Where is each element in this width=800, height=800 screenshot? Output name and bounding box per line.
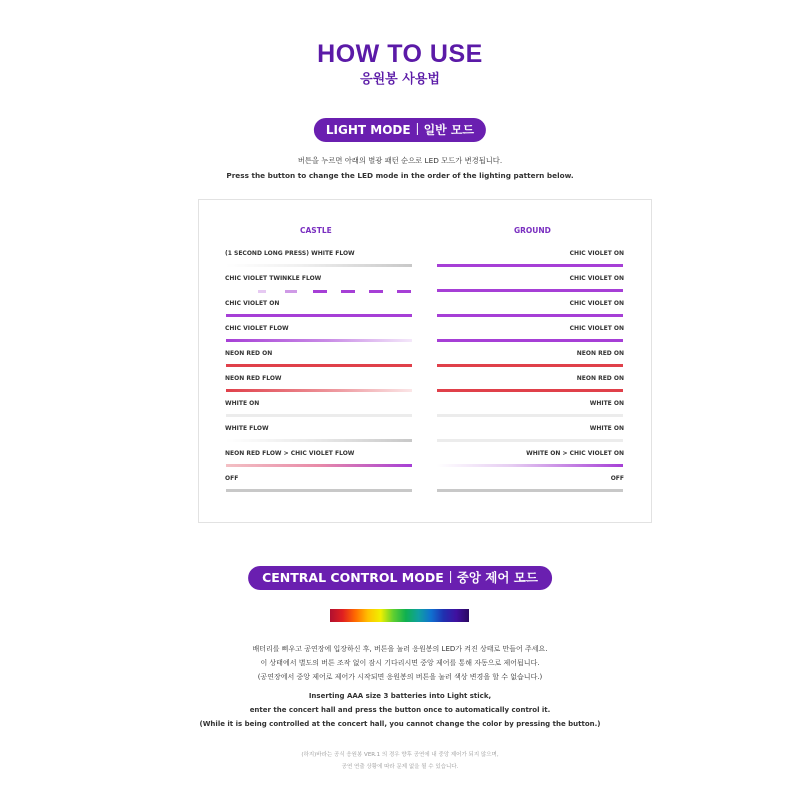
ground-pattern-label: NEON RED ON <box>576 350 624 357</box>
light-mode-desc-en: Press the button to change the LED mode in the order of the lighting pattern below. <box>226 171 574 180</box>
light-mode-pill <box>314 118 486 142</box>
ground-pattern-label: CHIC VIOLET ON <box>569 325 624 332</box>
castle-pattern-label: (1 SECOND LONG PRESS) WHITE FLOW <box>225 250 355 257</box>
castle-pattern-bar <box>226 264 412 267</box>
castle-pattern-bar <box>226 389 412 392</box>
castle-pattern-label: CHIC VIOLET ON <box>225 300 280 307</box>
castle-pattern-label: NEON RED FLOW > CHIC VIOLET FLOW <box>225 450 355 457</box>
ground-pattern-bar <box>437 414 623 417</box>
ground-pattern-label: CHIC VIOLET ON <box>569 250 624 257</box>
ground-pattern-bar <box>437 439 623 442</box>
footer-note-1: (하지)바라는 공식 응원봉 VER.1 의 경우 향후 공연에 내 중앙 제어가 되지 않으며, <box>301 752 499 758</box>
castle-pattern-label: CHIC VIOLET FLOW <box>225 325 289 332</box>
ground-pattern-bar <box>437 339 623 342</box>
ground-pattern-label: WHITE ON <box>589 425 624 432</box>
castle-pattern-label: NEON RED ON <box>225 350 273 357</box>
ground-pattern-bar <box>437 264 623 267</box>
castle-pattern-label: OFF <box>225 475 239 482</box>
ground-pattern-label: CHIC VIOLET ON <box>569 300 624 307</box>
page-subtitle: 응원봉 사용법 <box>360 72 440 87</box>
ground-pattern-label: WHITE ON <box>589 400 624 407</box>
central-control-mode-pill <box>248 566 552 590</box>
castle-pattern-bar <box>226 314 412 317</box>
castle-pattern-dash <box>341 290 355 293</box>
pill-divider <box>450 571 451 583</box>
central-desc-ko-3: (공연장에서 중앙 제어로 제어가 시작되면 응원봉의 버튼을 눌러 색상 변경을 할 수 없습니다.) <box>257 673 543 681</box>
central-desc-en-3: (While it is being controlled at the concert hall, you cannot change the color by pressing the button.) <box>199 720 601 728</box>
castle-pattern-bar <box>226 489 412 492</box>
light-mode-pill-ko: 일반 모드 <box>423 123 475 137</box>
ground-pattern-bar <box>437 389 623 392</box>
page-title: HOW TO USE <box>317 40 483 68</box>
central-mode-pill-ko: 중앙 제어 모드 <box>456 570 538 585</box>
ground-pattern-bar <box>437 314 623 317</box>
castle-pattern-dash <box>369 290 383 293</box>
ground-pattern-label: CHIC VIOLET ON <box>569 275 624 282</box>
light-mode-pill-en: LIGHT MODE <box>325 123 411 137</box>
castle-pattern-label: WHITE FLOW <box>225 425 269 432</box>
castle-pattern-bar <box>226 414 412 417</box>
central-desc-en-1: Inserting AAA size 3 batteries into Light stick, <box>308 692 492 700</box>
ground-column-title: GROUND <box>514 226 551 235</box>
castle-pattern-dash <box>258 290 266 293</box>
ground-pattern-bar <box>437 364 623 367</box>
central-mode-pill-en: CENTRAL CONTROL MODE <box>262 570 444 585</box>
castle-pattern-bar <box>226 339 412 342</box>
castle-pattern-bar <box>226 439 412 442</box>
castle-pattern-label: NEON RED FLOW <box>225 375 282 382</box>
light-mode-desc-ko: 버튼을 누르면 아래의 별광 패턴 순으로 LED 모드가 변경됩니다. <box>297 156 503 165</box>
pill-divider <box>417 123 418 135</box>
rainbow-spectrum-bar <box>330 609 469 622</box>
castle-pattern-bar <box>226 464 412 467</box>
central-desc-ko-2: 이 상태에서 별도의 버튼 조작 없이 잠시 기다리시면 중앙 제어를 통해 자동으로 제어됩니다. <box>260 659 540 667</box>
central-desc-ko-1: 배터리를 삐우고 공연장에 입장하신 후, 버튼을 눌러 응원봉의 LED가 켜진 상태로 만들어 주세요. <box>252 645 548 653</box>
ground-pattern-bar <box>437 489 623 492</box>
castle-pattern-label: WHITE ON <box>225 400 260 407</box>
castle-pattern-dash <box>397 290 411 293</box>
ground-pattern-label: NEON RED ON <box>576 375 624 382</box>
castle-pattern-dash <box>313 290 327 293</box>
castle-pattern-label: CHIC VIOLET TWINKLE FLOW <box>225 275 322 282</box>
castle-pattern-dash <box>285 290 297 293</box>
castle-column-title: CASTLE <box>300 226 332 235</box>
ground-pattern-bar <box>437 464 623 467</box>
central-desc-en-2: enter the concert hall and press the button once to automatically control it. <box>249 706 551 714</box>
footer-note-2: 공연 연출 상황에 따라 문제 없을 될 수 있습니다. <box>341 764 459 770</box>
ground-pattern-bar <box>437 289 623 292</box>
ground-pattern-label: WHITE ON > CHIC VIOLET ON <box>526 450 624 457</box>
ground-pattern-label: OFF <box>610 475 624 482</box>
castle-pattern-bar <box>226 364 412 367</box>
